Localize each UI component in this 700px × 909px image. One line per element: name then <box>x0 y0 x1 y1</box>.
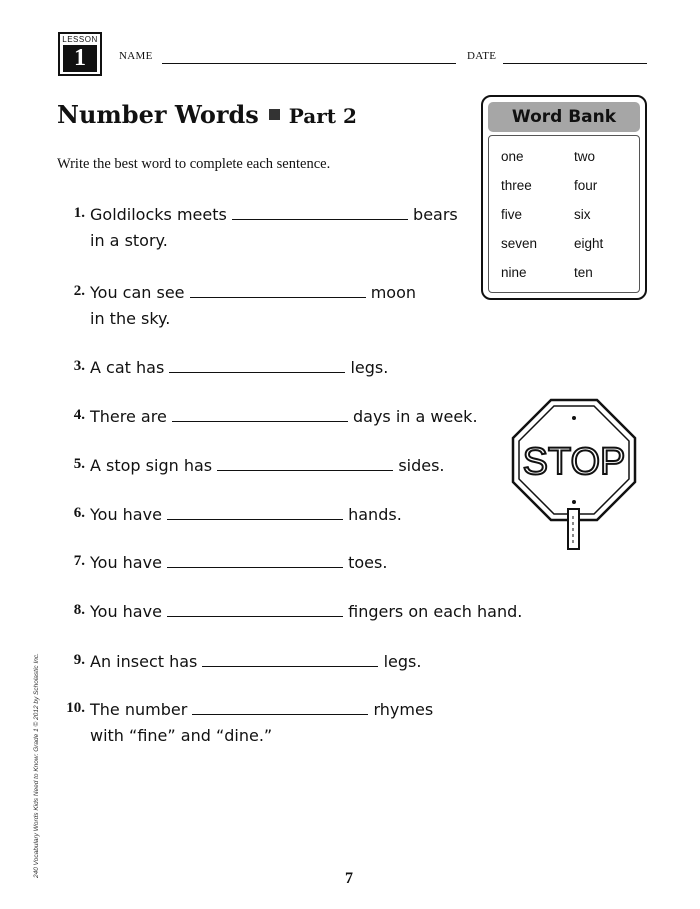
word-bank-word: three <box>501 178 532 193</box>
question-text: rhymes <box>373 700 434 719</box>
question-number: 4. <box>73 407 85 423</box>
copyright-notice: 240 Vocabulary Words Kids Need to Know: Grade 1 © 2012 by Scholastic Inc. <box>33 653 40 878</box>
question-number: 9. <box>73 652 85 668</box>
word-bank-word: eight <box>574 236 604 251</box>
question-text: sides. <box>398 456 445 475</box>
bolt-icon <box>572 416 576 420</box>
title-main: Number Words <box>57 100 259 129</box>
question-text: You have <box>90 553 162 572</box>
question-8 <box>73 600 523 621</box>
question-text: bears <box>413 205 458 224</box>
question-number: 2. <box>73 283 85 299</box>
lesson-number: 1 <box>63 45 97 72</box>
word-bank-word: six <box>574 207 591 222</box>
question-text: hands. <box>348 505 402 524</box>
question-text: You have <box>90 505 162 524</box>
question-text: moon <box>370 283 417 302</box>
question-number: 6. <box>73 505 85 521</box>
page-number: 7 <box>345 870 353 887</box>
date-label: DATE <box>467 50 497 62</box>
question-text: fingers on each hand. <box>348 602 523 621</box>
question-text: A stop sign has <box>90 456 213 475</box>
word-bank-word: ten <box>574 265 593 280</box>
question-2 <box>73 281 417 302</box>
question-text: Goldilocks meets <box>90 205 227 224</box>
question-number: 8. <box>73 602 85 618</box>
question-text: A cat has <box>90 358 165 377</box>
question-number: 5. <box>73 456 85 472</box>
question-text: legs. <box>350 358 389 377</box>
answer-blank[interactable] <box>167 600 343 617</box>
question-number: 3. <box>73 358 85 374</box>
question-4 <box>73 405 478 426</box>
name-label: NAME <box>119 50 153 62</box>
square-bullet-icon <box>269 109 280 120</box>
answer-blank[interactable] <box>192 698 368 715</box>
lesson-badge <box>58 32 102 76</box>
question-text: The number <box>90 700 188 719</box>
word-bank-word: five <box>501 207 523 222</box>
stop-sign-text: STOP <box>522 441 626 483</box>
answer-blank[interactable] <box>167 503 343 520</box>
stop-sign-illustration <box>511 398 637 550</box>
question-5 <box>73 454 445 475</box>
word-bank-word: two <box>574 149 596 164</box>
question-1-line-2: in a story. <box>90 231 168 250</box>
question-text: days in a week. <box>352 407 478 426</box>
question-6 <box>73 503 402 524</box>
word-bank-word: one <box>501 149 524 164</box>
word-bank-title: Word Bank <box>488 102 640 132</box>
word-bank-word: seven <box>501 236 538 251</box>
question-number: 1. <box>73 205 85 221</box>
question-10-line-2: with “fine” and “dine.” <box>90 726 273 745</box>
question-7 <box>73 551 388 572</box>
question-text: There are <box>90 407 167 426</box>
answer-blank[interactable] <box>232 203 408 220</box>
title-part: Part 2 <box>288 104 357 128</box>
question-text: toes. <box>348 553 388 572</box>
question-10 <box>66 698 434 719</box>
question-text: An insect has <box>90 652 198 671</box>
word-bank-word: nine <box>501 265 527 280</box>
answer-blank[interactable] <box>190 281 366 298</box>
question-text: You can see <box>90 283 185 302</box>
word-bank <box>481 95 647 300</box>
answer-blank[interactable] <box>172 405 348 422</box>
question-1 <box>73 203 458 224</box>
bolt-icon <box>572 500 576 504</box>
answer-blank[interactable] <box>202 650 378 667</box>
page-title <box>57 100 357 129</box>
word-bank-list <box>488 135 640 293</box>
question-3 <box>73 356 389 377</box>
date-field[interactable] <box>503 63 647 64</box>
question-number: 7. <box>73 553 85 569</box>
answer-blank[interactable] <box>167 551 343 568</box>
word-bank-word: four <box>574 178 598 193</box>
question-text: You have <box>90 602 162 621</box>
question-2-line-2: in the sky. <box>90 309 171 328</box>
name-field[interactable] <box>162 63 456 64</box>
question-text: legs. <box>383 652 422 671</box>
lesson-label: LESSON <box>62 35 98 44</box>
answer-blank[interactable] <box>217 454 393 471</box>
answer-blank[interactable] <box>169 356 345 373</box>
question-number: 10. <box>66 700 85 716</box>
instructions: Write the best word to complete each sentence. <box>57 156 331 172</box>
question-9 <box>73 650 422 671</box>
